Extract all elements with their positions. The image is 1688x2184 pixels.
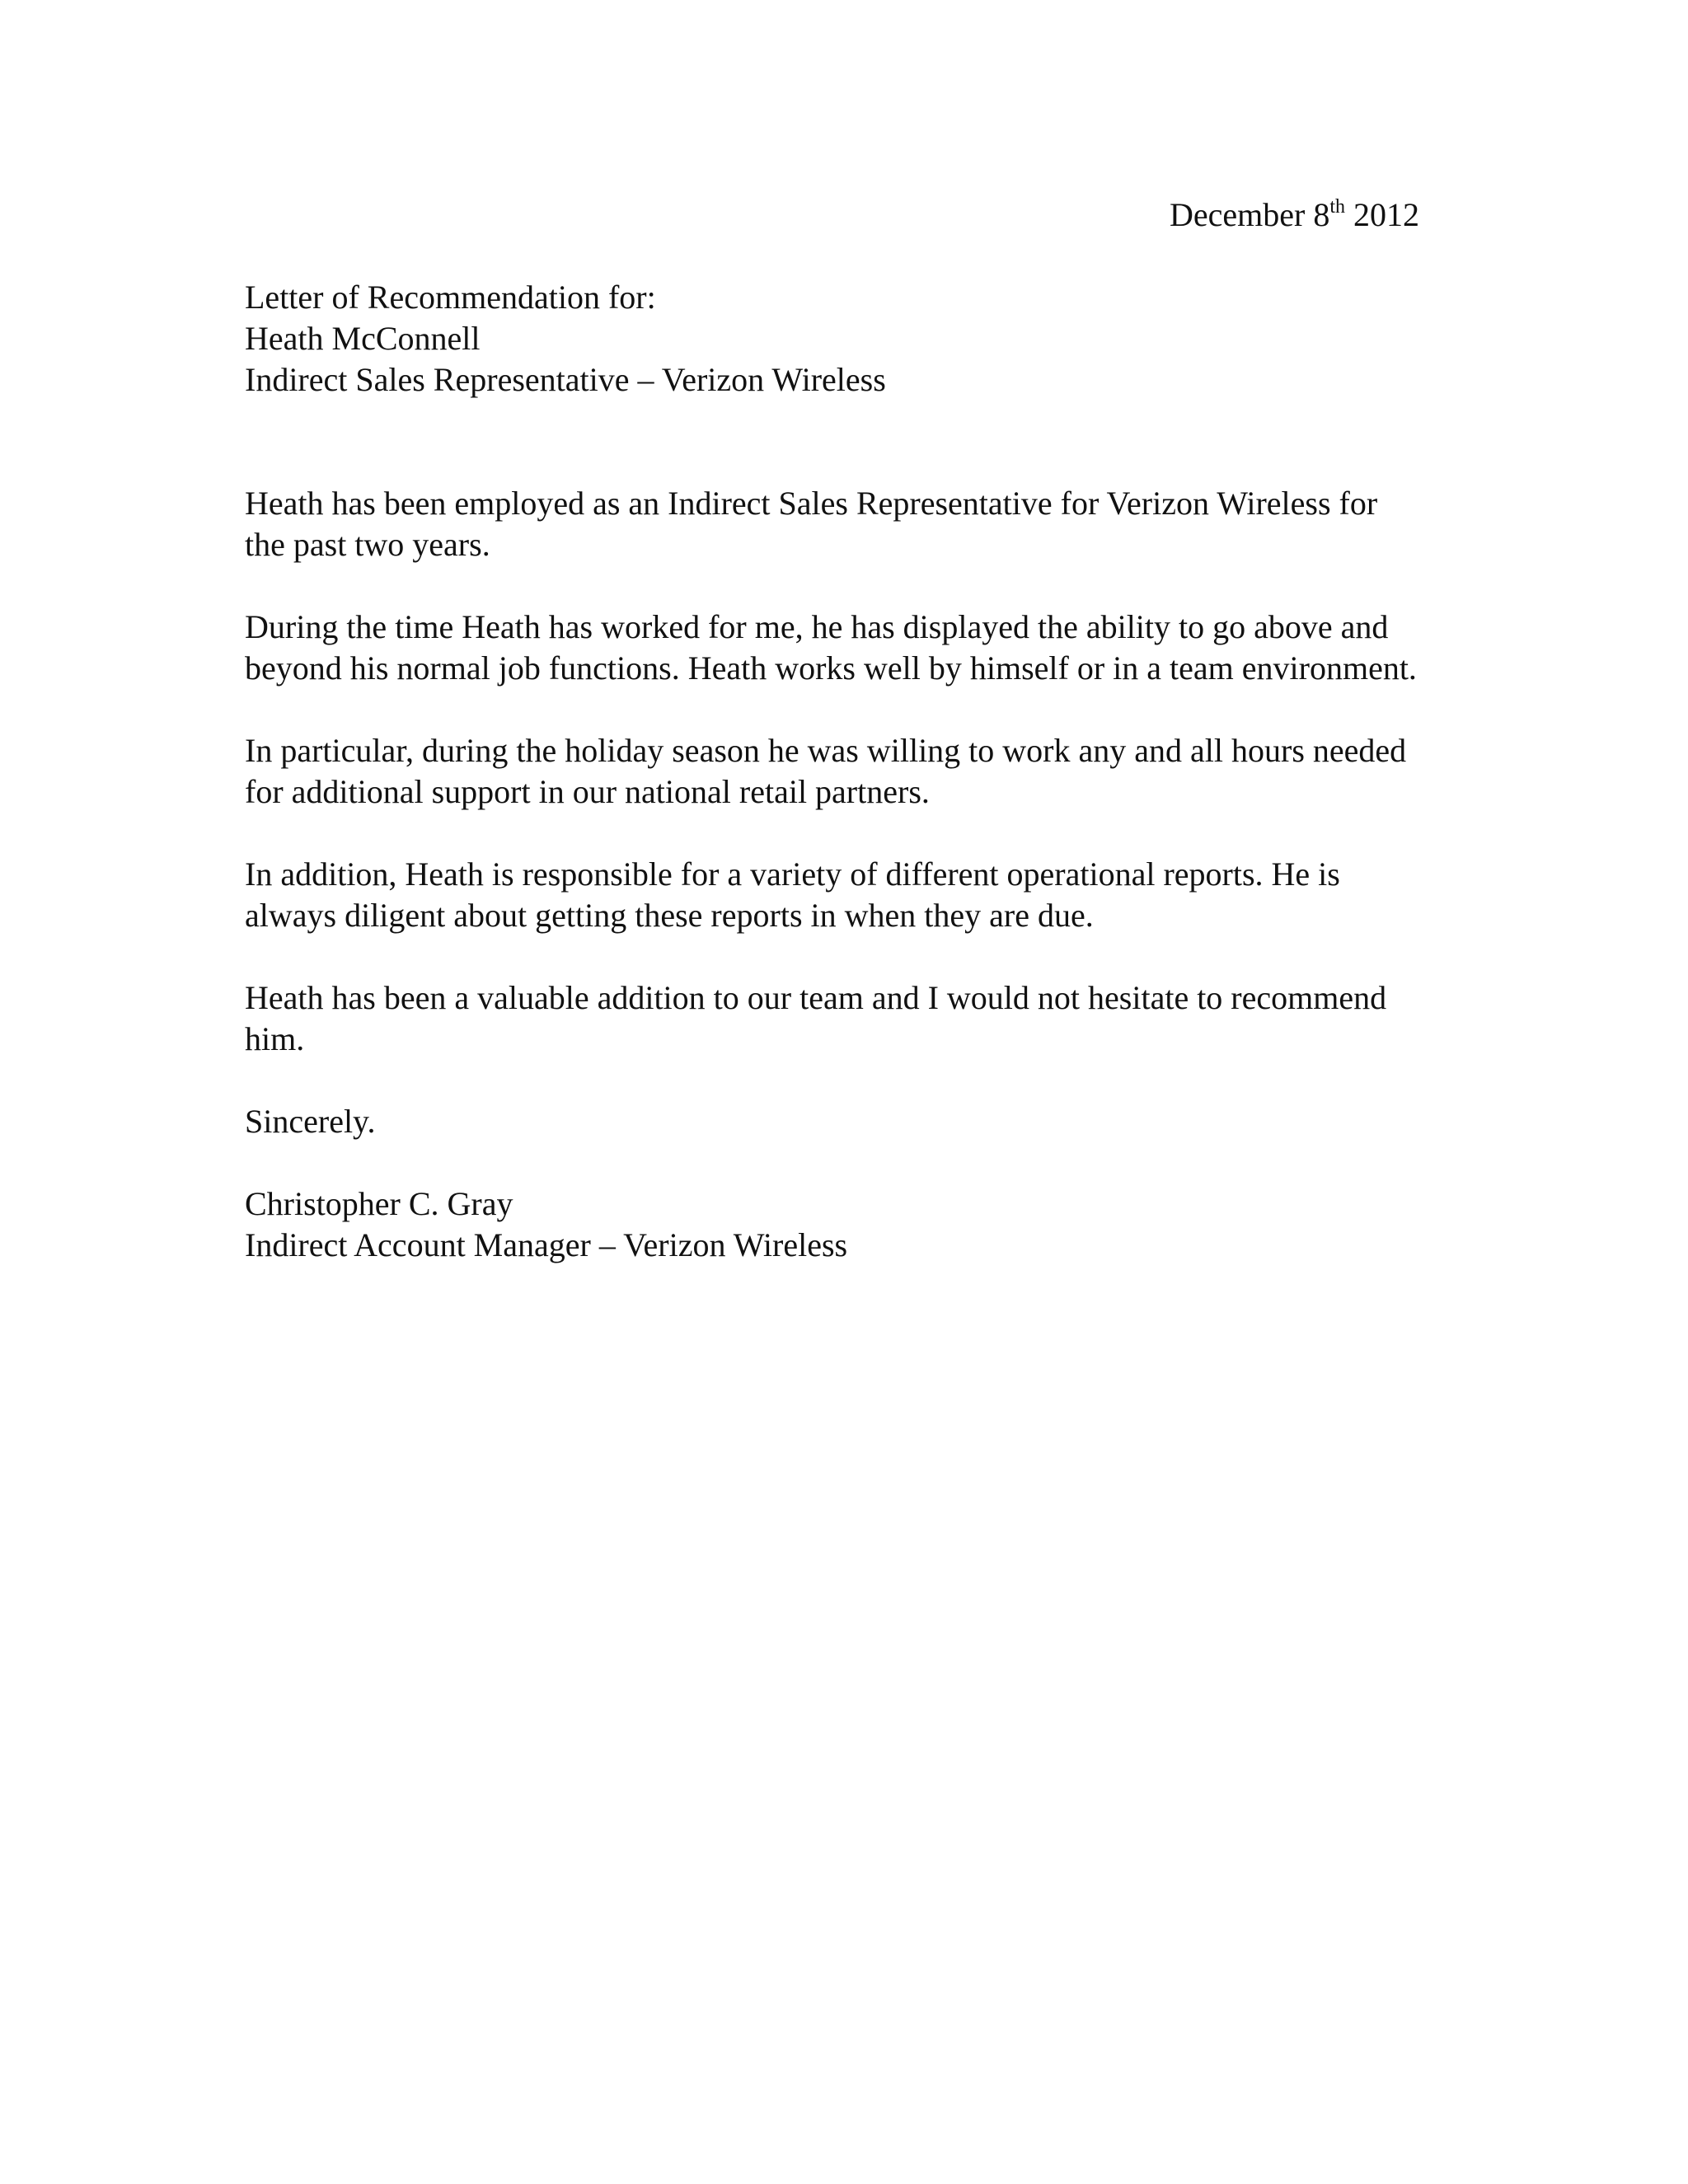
header-recipient-title: Indirect Sales Representative – Verizon Wireless bbox=[245, 361, 886, 398]
date-suffix: th bbox=[1329, 195, 1345, 218]
body-paragraph-5: Heath has been a valuable addition to our team and I would not hesitate to recommend him. bbox=[245, 979, 1387, 1057]
date-year: 2012 bbox=[1353, 196, 1419, 233]
body-paragraph-4: In addition, Heath is responsible for a variety of different operational reports. He is always diligent about getting these reports in when they are due. bbox=[245, 855, 1340, 934]
letter-date bbox=[245, 194, 1419, 236]
letter-content bbox=[245, 194, 1419, 1266]
signature-title: Indirect Account Manager – Verizon Wireless bbox=[245, 1226, 848, 1263]
letter-body bbox=[245, 483, 1419, 1266]
letter-header bbox=[245, 277, 1419, 401]
closing: Sincerely. bbox=[245, 1103, 376, 1140]
date-month-day: December 8 bbox=[1169, 196, 1330, 233]
signature-name: Christopher C. Gray bbox=[245, 1185, 513, 1222]
body-paragraph-3: In particular, during the holiday season he was willing to work any and all hours needed for additional support in our national retail partners. bbox=[245, 732, 1407, 810]
header-subject: Letter of Recommendation for: bbox=[245, 279, 656, 316]
body-paragraph-1: Heath has been employed as an Indirect Sales Representative for Verizon Wireless for the past two years. bbox=[245, 485, 1378, 563]
signature-block bbox=[245, 1183, 1419, 1266]
body-paragraph-2: During the time Heath has worked for me, he has displayed the ability to go above and beyond his normal job functions. Heath works well by himself or in a team environment. bbox=[245, 608, 1417, 687]
header-recipient-name: Heath McConnell bbox=[245, 320, 481, 357]
